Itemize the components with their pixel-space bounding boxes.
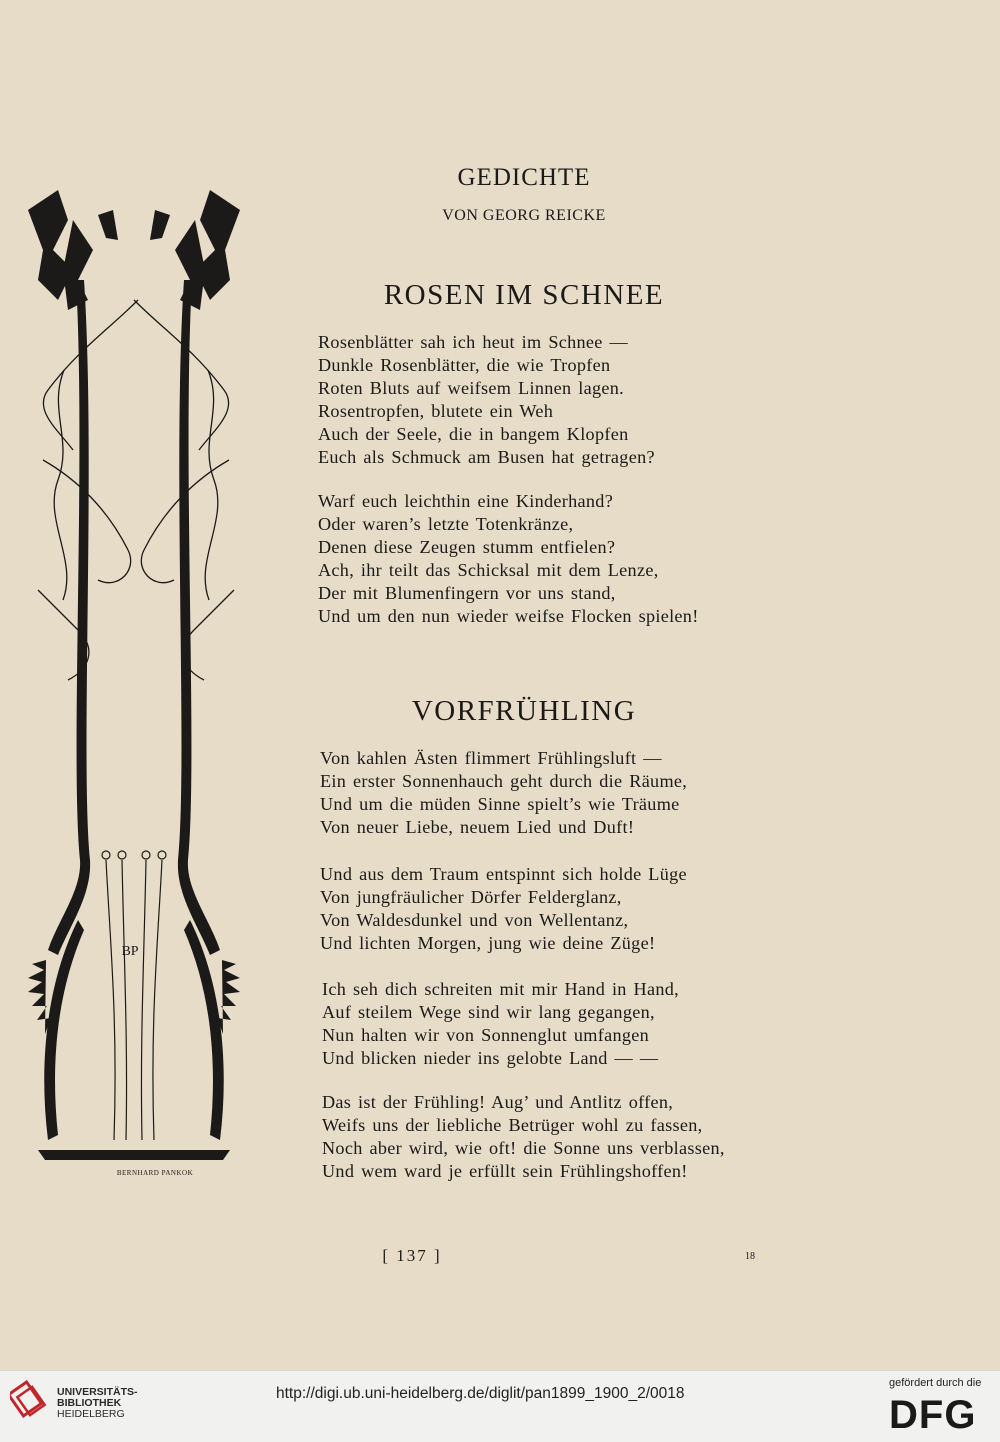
verse-line: Von neuer Liebe, neuem Lied und Duft! xyxy=(320,817,635,838)
verse-line: Und blicken nieder ins gelobte Land — — xyxy=(322,1048,659,1069)
permalink-url[interactable]: http://digi.ub.uni-heidelberg.de/diglit/pan1899_1900_2/0018 xyxy=(276,1385,685,1402)
verse-line: Rosenblätter sah ich heut im Schnee — xyxy=(318,332,628,352)
verse-line: Nun halten wir von Sonnenglut umfangen xyxy=(322,1025,649,1046)
verse-line: Und wem ward je erfüllt sein Frühlingshoffen! xyxy=(322,1161,688,1182)
illustration-credit: BERNHARD PANKOK xyxy=(116,1169,194,1177)
verse-line: Auch der Seele, die in bangem Klopfen xyxy=(318,424,629,445)
digitization-footer xyxy=(0,1370,1000,1442)
dfg-logo[interactable]: DFG xyxy=(889,1393,977,1437)
verse-line: Und lichten Morgen, jung wie deine Züge! xyxy=(320,933,656,954)
verse-line: Ach, ihr teilt das Schicksal mit dem Lenze, xyxy=(318,560,659,581)
verse-line: Euch als Schmuck am Busen hat getragen? xyxy=(318,447,655,468)
verse-line: Auf steilem Wege sind wir lang gegangen, xyxy=(322,1002,655,1023)
library-line: HEIDELBERG xyxy=(57,1408,125,1420)
verse-line: Das ist der Frühling! Aug’ und Antlitz offen, xyxy=(322,1092,674,1112)
verse-line: Oder waren’s letzte Totenkränze, xyxy=(318,514,574,535)
poem-2-stanza-3 xyxy=(322,978,679,1070)
verse-line: Denen diese Zeugen stumm entfielen? xyxy=(318,537,616,558)
poem-title-vorfruehling: VORFRÜHLING xyxy=(411,695,637,727)
verse-line: Rosentropfen, blutete ein Weh xyxy=(318,401,554,422)
verse-line: Ein erster Sonnenhauch geht durch die Räume, xyxy=(320,771,688,792)
library-line: UNIVERSITÄTS- xyxy=(57,1386,138,1398)
signature-mark: 18 xyxy=(745,1251,755,1262)
verse-line: Und um den nun wieder weifse Flocken spielen! xyxy=(318,606,699,627)
poem-2-stanza-2 xyxy=(320,863,687,955)
poem-2-stanza-4 xyxy=(322,1091,725,1183)
verse-line: Ich seh dich schreiten mit mir Hand in Hand, xyxy=(322,979,679,999)
funding-caption: gefördert durch die xyxy=(889,1377,982,1389)
verse-line: Dunkle Rosenblätter, die wie Tropfen xyxy=(318,355,611,376)
verse-line: Von kahlen Ästen flimmert Frühlingsluft — xyxy=(320,748,662,768)
verse-line: Der mit Blumenfingern vor uns stand, xyxy=(318,583,616,604)
verse-line: Noch aber wird, wie oft! die Sonne uns verblassen, xyxy=(322,1138,725,1159)
poem-title-rosen-im-schnee: ROSEN IM SCHNEE xyxy=(383,279,665,311)
university-library-logo-icon[interactable] xyxy=(10,1380,50,1420)
monogram: BP xyxy=(121,944,139,959)
verse-line: Und aus dem Traum entspinnt sich holde Lüge xyxy=(320,864,687,884)
poem-1-stanza-2 xyxy=(318,490,699,629)
verse-line: Weifs uns der liebliche Betrüger wohl zu fassen, xyxy=(322,1115,703,1136)
verse-line: Roten Bluts auf weifsem Linnen lagen. xyxy=(318,378,624,399)
author-byline: VON GEORG REICKE xyxy=(442,207,606,224)
verse-line: Von jungfräulicher Dörfer Felderglanz, xyxy=(320,887,622,908)
verse-line: Warf euch leichthin eine Kinderhand? xyxy=(318,491,614,511)
page-title: GEDICHTE xyxy=(457,164,591,191)
verse-line: Und um die müden Sinne spielt’s wie Träume xyxy=(320,794,680,815)
page-number: [ 137 ] xyxy=(382,1246,442,1265)
poem-2-stanza-1 xyxy=(320,747,687,839)
poem-1-stanza-1 xyxy=(318,331,655,470)
library-name[interactable] xyxy=(57,1387,138,1420)
verse-line: Von Waldesdunkel und von Wellentanz, xyxy=(320,910,629,931)
library-line: BIBLIOTHEK xyxy=(57,1397,122,1409)
